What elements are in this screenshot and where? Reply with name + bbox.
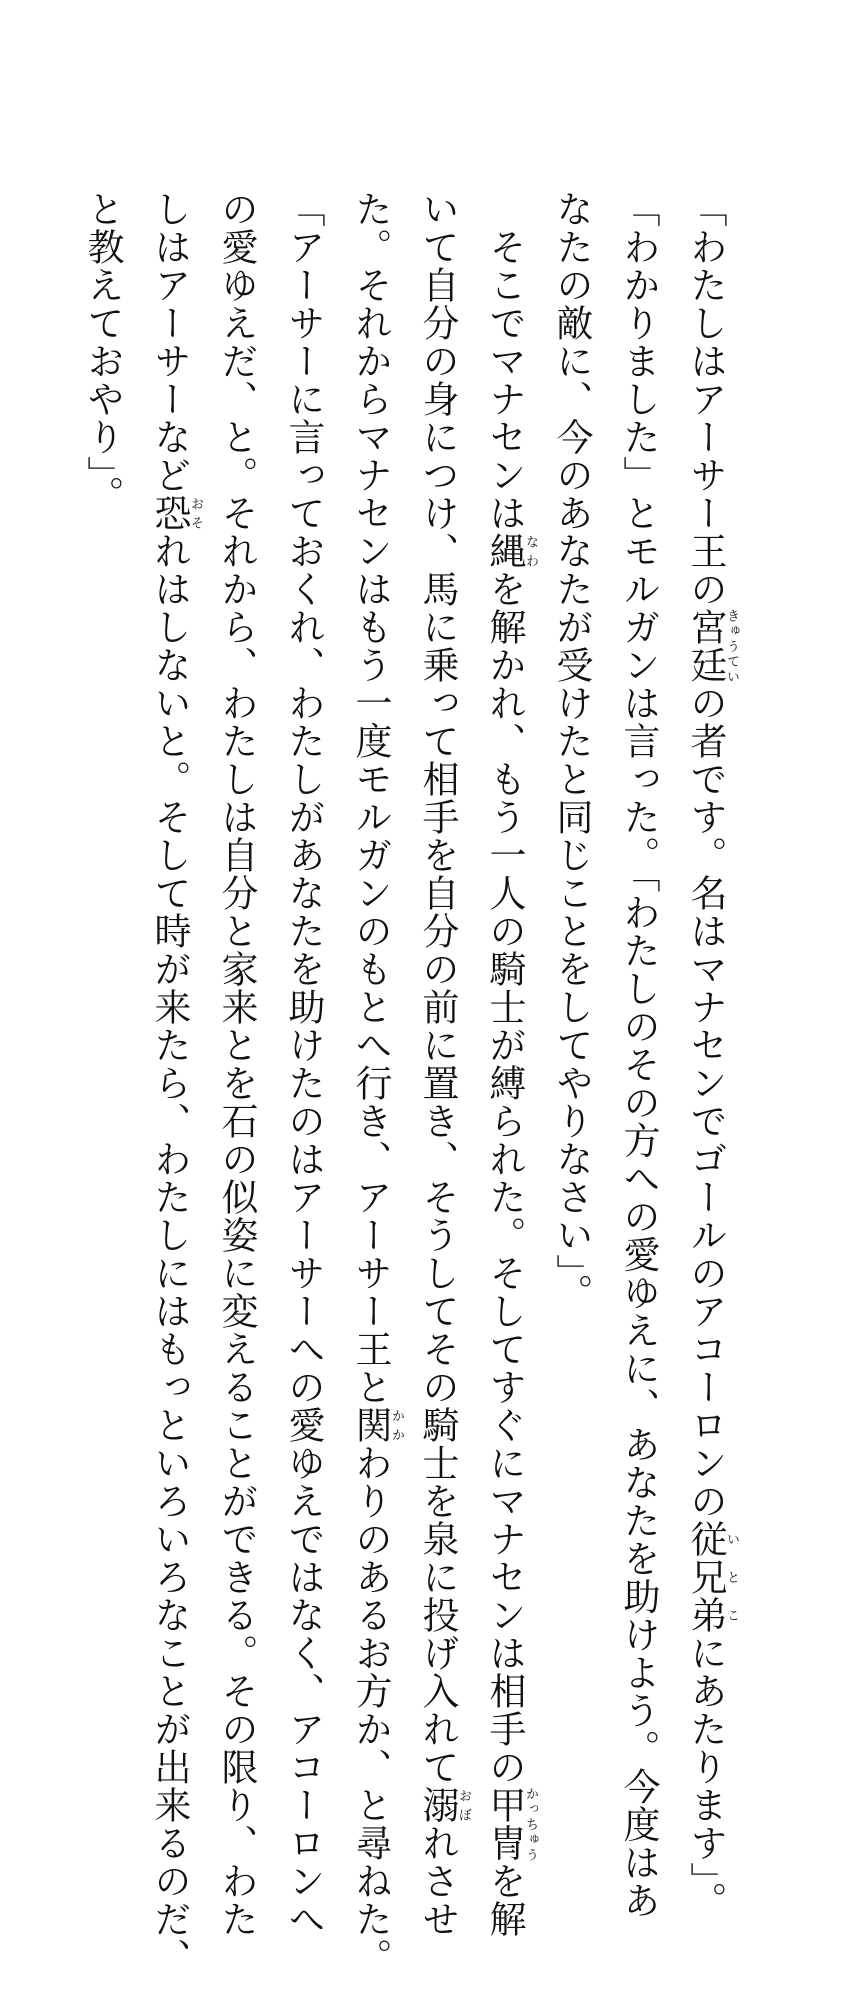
text-line bbox=[270, 190, 337, 1938]
furigana-reading: いとこ bbox=[724, 1520, 739, 1634]
text-line bbox=[203, 190, 270, 1938]
text-line bbox=[605, 190, 672, 1920]
ruby-base: 関 bbox=[349, 1406, 392, 1444]
text-line bbox=[538, 190, 605, 1910]
ruby-annotated-word bbox=[483, 1786, 538, 1862]
text-run: の者です。名はマナセンでゴールのアコーロンの bbox=[684, 684, 727, 1520]
vertical-text-body bbox=[69, 190, 739, 1976]
text-run: いて自分の身につけ、馬に乗って相手を自分の前に置き、そうしてその騎士を泉に投げ入れて bbox=[416, 190, 459, 1786]
text-run: 「わたしはアーサー王の bbox=[684, 190, 727, 608]
text-line bbox=[337, 190, 404, 1976]
ruby-base: 溺 bbox=[416, 1786, 459, 1824]
text-run: を解かれ、もう一人の騎士が縛られた。そしてすぐにマナセンは相手の bbox=[483, 570, 526, 1786]
ruby-base: 甲冑 bbox=[483, 1786, 526, 1862]
ruby-base: 宮廷 bbox=[684, 608, 727, 684]
text-run: の愛ゆえだ、と。それから、わたしは自分と家来とを石の似姿に変えることができる。その限り、わた bbox=[215, 190, 258, 1938]
text-run: しはアーサーなど bbox=[148, 190, 191, 494]
text-run: わりのあるお方か、と尋ねた。 bbox=[349, 1444, 392, 1976]
text-run: にあたります」。 bbox=[684, 1634, 727, 1920]
ruby-base: 縄 bbox=[483, 532, 526, 570]
text-run: なたの敵に、今のあなたが受けたと同じことをしてやりなさい」。 bbox=[550, 190, 593, 1312]
ruby-annotated-word bbox=[349, 1406, 404, 1444]
furigana-reading: なわ bbox=[523, 532, 538, 570]
text-run: た。それからマナセンはもう一度モルガンのもとへ行き、アーサー王と bbox=[349, 190, 392, 1406]
text-line bbox=[136, 190, 203, 1976]
text-line bbox=[69, 190, 136, 1910]
furigana-reading: かか bbox=[389, 1406, 404, 1444]
text-line bbox=[404, 190, 471, 1938]
text-run: と教えておやり」。 bbox=[81, 190, 124, 514]
ruby-annotated-word bbox=[684, 608, 739, 684]
furigana-reading: かっちゅう bbox=[523, 1786, 538, 1862]
ruby-annotated-word bbox=[684, 1520, 739, 1634]
text-run: れはしないと。そして時が来たら、わたしにはもっといろいろなことが出来るのだ、 bbox=[148, 532, 191, 1976]
ruby-annotated-word bbox=[148, 494, 203, 532]
ruby-annotated-word bbox=[483, 532, 538, 570]
furigana-reading: おぼ bbox=[456, 1786, 471, 1824]
text-line bbox=[672, 190, 739, 1920]
ruby-base: 従兄弟 bbox=[684, 1520, 727, 1634]
furigana-reading: きゅうてい bbox=[724, 608, 739, 684]
text-run: 「アーサーに言っておくれ、わたしがあなたを助けたのはアーサーへの愛ゆえではなく、アコーロンへ bbox=[282, 190, 325, 1938]
text-line bbox=[471, 190, 538, 1938]
ruby-annotated-word bbox=[416, 1786, 471, 1824]
furigana-reading: おそ bbox=[188, 494, 203, 532]
text-run: れさせ bbox=[416, 1824, 459, 1938]
ruby-base: 恐 bbox=[148, 494, 191, 532]
text-run: を解 bbox=[483, 1862, 526, 1938]
text-run: そこでマナセンは bbox=[483, 190, 526, 532]
text-run: 「わかりました」とモルガンは言った。「わたしのその方への愛ゆえに、あなたを助けよう。今度はあ bbox=[617, 190, 660, 1920]
